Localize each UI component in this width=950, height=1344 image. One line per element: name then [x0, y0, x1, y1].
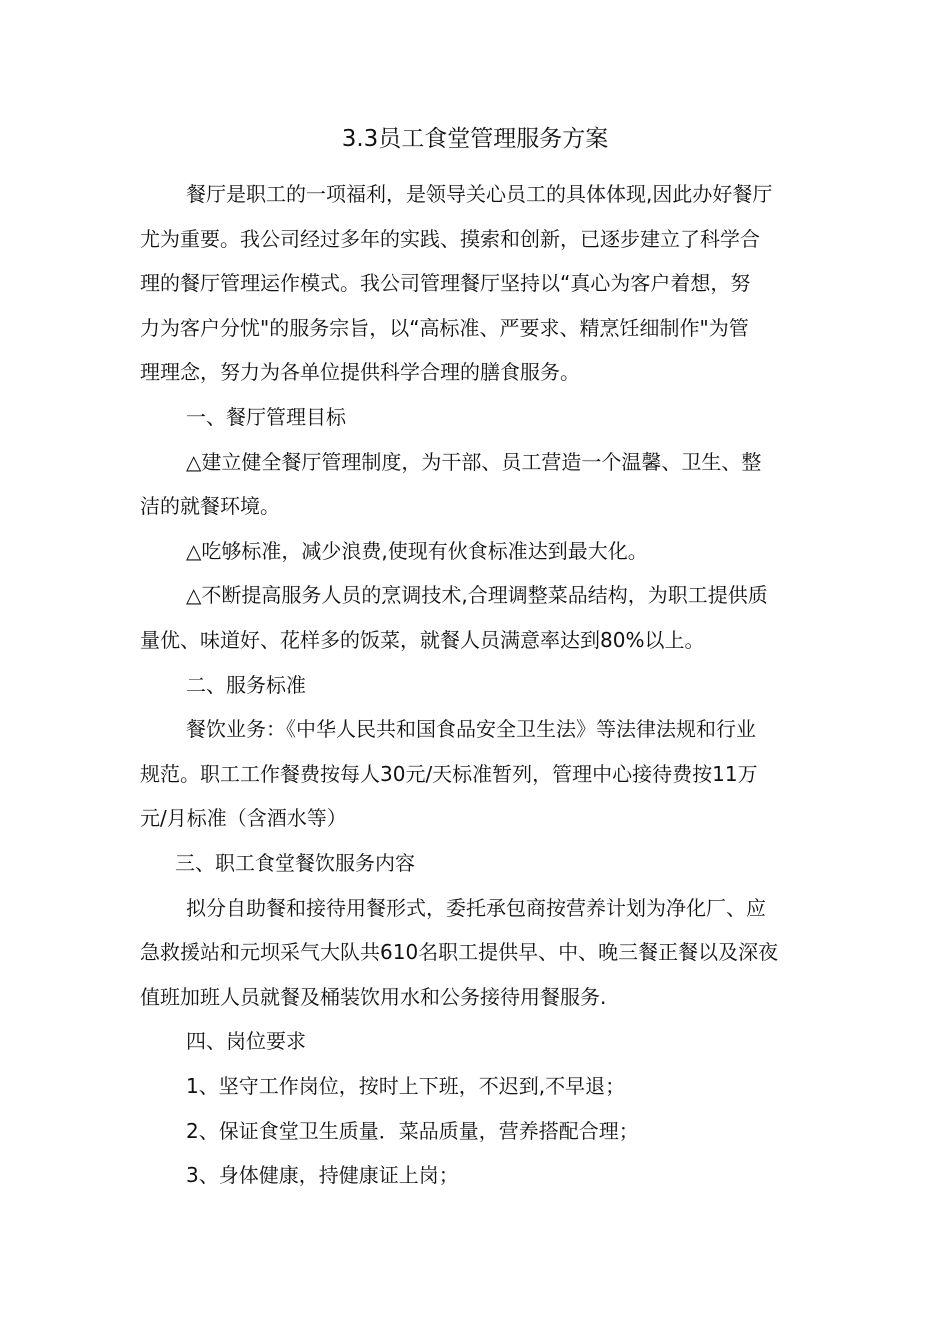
section-heading-standards: 二、服务标准: [186, 673, 306, 697]
section-heading-services: 三、职工食堂餐饮服务内容: [175, 851, 415, 875]
standards-line: 元/月标准（含酒水等）: [140, 806, 347, 830]
goal-item: △建立健全餐厅管理制度，为干部、员工营造一个温馨、卫生、整: [186, 450, 762, 474]
section-heading-goals: 一、餐厅管理目标: [186, 405, 346, 429]
requirement-item: 3、身体健康，持健康证上岗；: [186, 1163, 459, 1187]
intro-line: 理的餐厅管理运作模式。我公司管理餐厅坚持以“真心为客户着想，努: [140, 271, 751, 295]
section-heading-requirements: 四、岗位要求: [186, 1029, 306, 1053]
goal-item: 洁的就餐环境。: [140, 494, 280, 518]
requirement-item: 2、保证食堂卫生质量．菜品质量，营养搭配合理；: [186, 1119, 639, 1143]
goal-item: △不断提高服务人员的烹调技术,合理调整菜品结构，为职工提供质: [186, 583, 768, 607]
requirement-item: 1、坚守工作岗位，按时上下班，不迟到,不早退；: [186, 1074, 626, 1098]
goal-item: △吃够标准，减少浪费,使现有伙食标准达到最大化。: [186, 539, 648, 563]
goal-item: 量优、味道好、花样多的饭菜，就餐人员满意率达到80%以上。: [140, 628, 705, 652]
intro-line: 餐厅是职工的一项福利，是领导关心员工的具体体现,因此办好餐厅: [186, 182, 773, 206]
services-line: 拟分自助餐和接待用餐形式，委托承包商按营养计划为净化厂、应: [186, 896, 766, 920]
services-line: 值班加班人员就餐及桶装饮用水和公务接待用餐服务.: [140, 985, 607, 1009]
document-title: 3.3员工食堂管理服务方案: [341, 126, 609, 152]
intro-line: 力为客户分忧"的服务宗旨，以“高标准、严要求、精烹饪细制作"为管: [140, 316, 749, 340]
standards-line: 餐饮业务：《中华人民共和国食品安全卫生法》等法律法规和行业: [186, 717, 756, 741]
intro-line: 理理念，努力为各单位提供科学合理的膳食服务。: [140, 360, 580, 384]
intro-line: 尤为重要。我公司经过多年的实践、摸索和创新，已逐步建立了科学合: [140, 227, 760, 251]
services-line: 急救援站和元坝采气大队共610名职工提供早、中、晚三餐正餐以及深夜: [140, 940, 779, 964]
standards-line: 规范。职工工作餐费按每人30元/天标准暂列，管理中心接待费按11万: [140, 762, 758, 786]
